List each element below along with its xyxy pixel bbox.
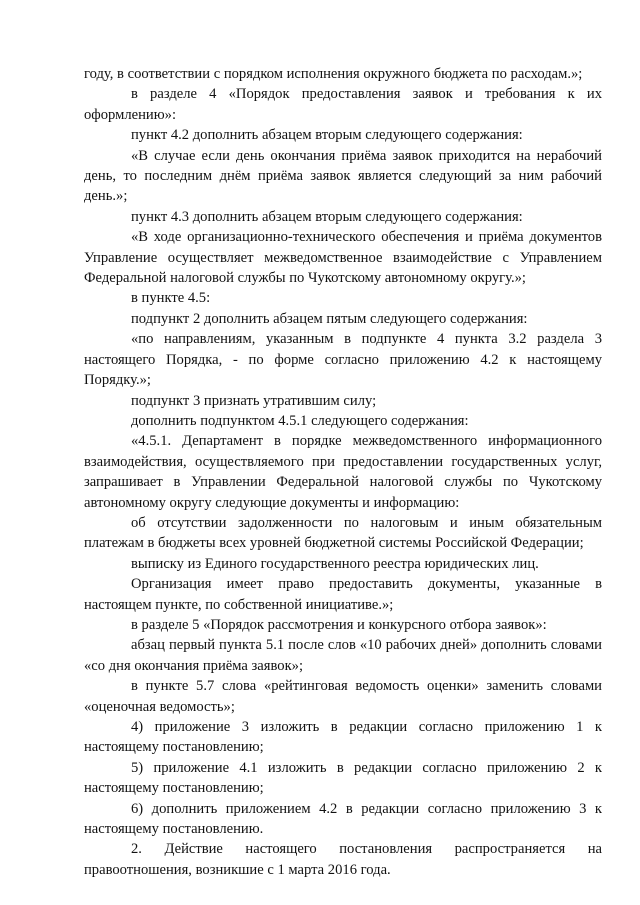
paragraph: подпункт 3 признать утратившим силу; <box>131 392 377 409</box>
paragraph: «В случае если день окончания приёма заявок приходится на нерабочий день, то последним днём приёма заявок является следующий за ним рабочий день.»; <box>84 147 602 205</box>
paragraph: в пункте 4.5: <box>131 290 211 307</box>
paragraph: в разделе 5 «Порядок рассмотрения и конкурсного отбора заявок»: <box>131 616 547 633</box>
paragraph: об отсутствии задолженности по налоговым и иным обязательным платежам в бюджеты всех уровней бюджетной системы Российской Федерации; <box>84 514 602 552</box>
paragraph: «по направлениям, указанным в подпункте 4 пункта 3.2 раздела 3 настоящего Порядка, - по форме согласно приложению 4.2 к настоящему Порядку.»; <box>84 331 602 389</box>
paragraph: «4.5.1. Департамент в порядке межведомственного информационного взаимодействия, осуществляемого при предоставлении государственных услуг, запрашивает в Управлении Федеральной налоговой службы по Чукотскому автономному округу следующие документы и информацию: <box>84 433 602 511</box>
document-page <box>84 64 602 880</box>
paragraph: 6) дополнить приложением 4.2 в редакции согласно приложению 3 к настоящему постановлению. <box>84 800 602 838</box>
paragraph: выписку из Единого государственного реестра юридических лиц. <box>131 555 539 572</box>
paragraph: в разделе 4 «Порядок предоставления заявок и требования к их оформлению»: <box>84 86 602 123</box>
paragraph: пункт 4.3 дополнить абзацем вторым следующего содержания: <box>131 208 523 225</box>
paragraph: пункт 4.2 дополнить абзацем вторым следующего содержания: <box>131 127 523 144</box>
paragraph: подпункт 2 дополнить абзацем пятым следующего содержания: <box>131 310 528 327</box>
paragraph: году, в соответствии с порядком исполнения окружного бюджета по расходам.»; <box>84 66 583 82</box>
paragraph: 5) приложение 4.1 изложить в редакции согласно приложению 2 к настоящему постановлению; <box>84 759 602 797</box>
paragraph: в пункте 5.7 слова «рейтинговая ведомость оценки» заменить словами «оценочная ведомость»; <box>84 678 602 715</box>
paragraph: дополнить подпунктом 4.5.1 следующего содержания: <box>131 412 469 429</box>
paragraph: 2. Действие настоящего постановления распространяется на правоотношения, возникшие с 1 марта 2016 года. <box>84 841 602 878</box>
paragraph: 4) приложение 3 изложить в редакции согласно приложению 1 к настоящему постановлению; <box>84 719 602 756</box>
paragraph: «В ходе организационно-технического обеспечения и приёма документов Управление осуществляет межведомственное взаимодействие с Управлением Федеральной налоговой службы по Чукотскому автономному округу.»; <box>84 229 602 287</box>
paragraph: Организация имеет право предоставить документы, указанные в настоящем пункте, по собственной инициативе.»; <box>84 576 602 613</box>
paragraph: абзац первый пункта 5.1 после слов «10 рабочих дней» дополнить словами «со дня окончания приёма заявок»; <box>84 637 602 674</box>
